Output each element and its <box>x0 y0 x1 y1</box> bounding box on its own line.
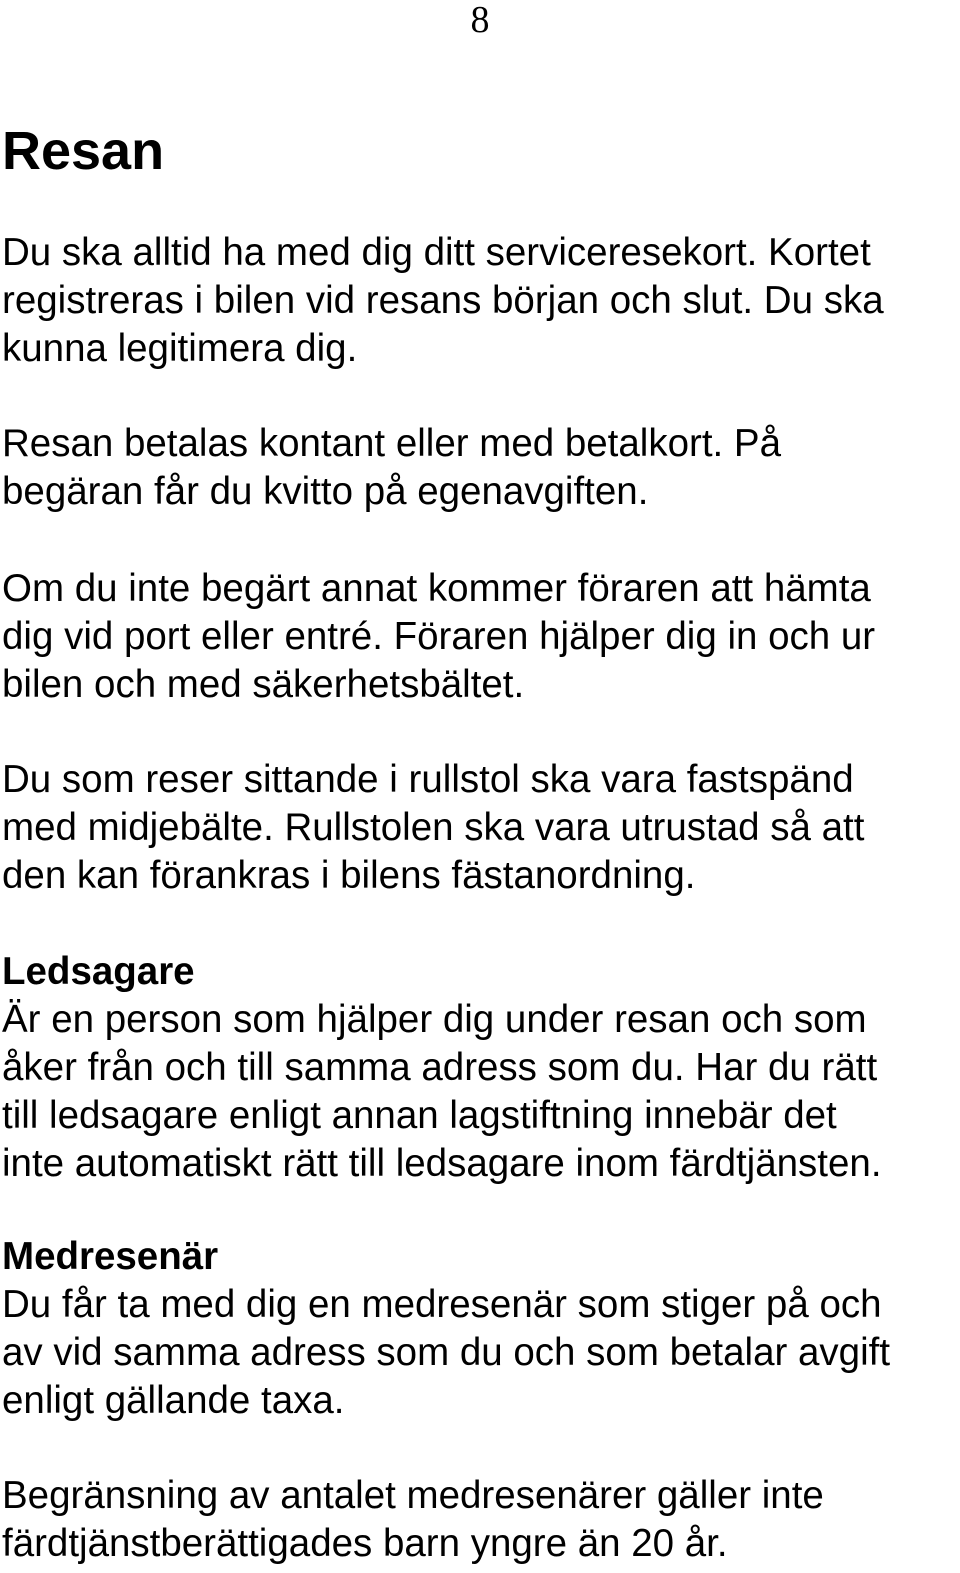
section-medresenar <box>2 1233 960 1425</box>
text-line: Är en person som hjälper dig under resan och som <box>2 998 867 1041</box>
paragraph-payment <box>2 420 960 516</box>
text-line: enligt gällande taxa. <box>2 1379 345 1422</box>
text-line: Du får ta med dig en medresenär som stiger på och <box>2 1283 882 1326</box>
text-line: dig vid port eller entré. Föraren hjälper dig in och ur <box>2 615 876 658</box>
text-line: av vid samma adress som du och som betalar avgift <box>2 1331 891 1374</box>
section-ledsagare <box>2 948 960 1188</box>
paragraph-limitation <box>2 1472 960 1568</box>
page-title: Resan <box>2 121 165 181</box>
text-line: Om du inte begärt annat kommer föraren att hämta <box>2 567 871 610</box>
section-heading-ledsagare: Ledsagare <box>2 950 195 993</box>
page-number: 8 <box>470 0 490 41</box>
paragraph-service-card <box>2 229 960 373</box>
text-line: inte automatiskt rätt till ledsagare inom färdtjänsten. <box>2 1142 882 1185</box>
text-line: Begränsning av antalet medresenärer gäller inte <box>2 1474 824 1517</box>
text-line: Du som reser sittande i rullstol ska vara fastspänd <box>2 758 854 801</box>
text-line: åker från och till samma adress som du. Har du rätt <box>2 1046 878 1089</box>
paragraph-pickup <box>2 565 960 709</box>
text-line: med midjebälte. Rullstolen ska vara utrustad så att <box>2 806 865 849</box>
text-line: registreras i bilen vid resans början och slut. Du ska <box>2 279 884 322</box>
text-line: till ledsagare enligt annan lagstiftning innebär det <box>2 1094 837 1137</box>
text-line: bilen och med säkerhetsbältet. <box>2 663 525 706</box>
text-line: den kan förankras i bilens fästanordning. <box>2 854 696 897</box>
text-line: färdtjänstberättigades barn yngre än 20 år. <box>2 1522 728 1565</box>
text-line: begäran får du kvitto på egenavgiften. <box>2 470 649 513</box>
paragraph-wheelchair <box>2 756 960 900</box>
text-line: kunna legitimera dig. <box>2 327 358 370</box>
section-heading-medresenar: Medresenär <box>2 1235 219 1278</box>
text-line: Du ska alltid ha med dig ditt serviceresekort. Kortet <box>2 231 871 274</box>
text-line: Resan betalas kontant eller med betalkort. På <box>2 422 782 465</box>
